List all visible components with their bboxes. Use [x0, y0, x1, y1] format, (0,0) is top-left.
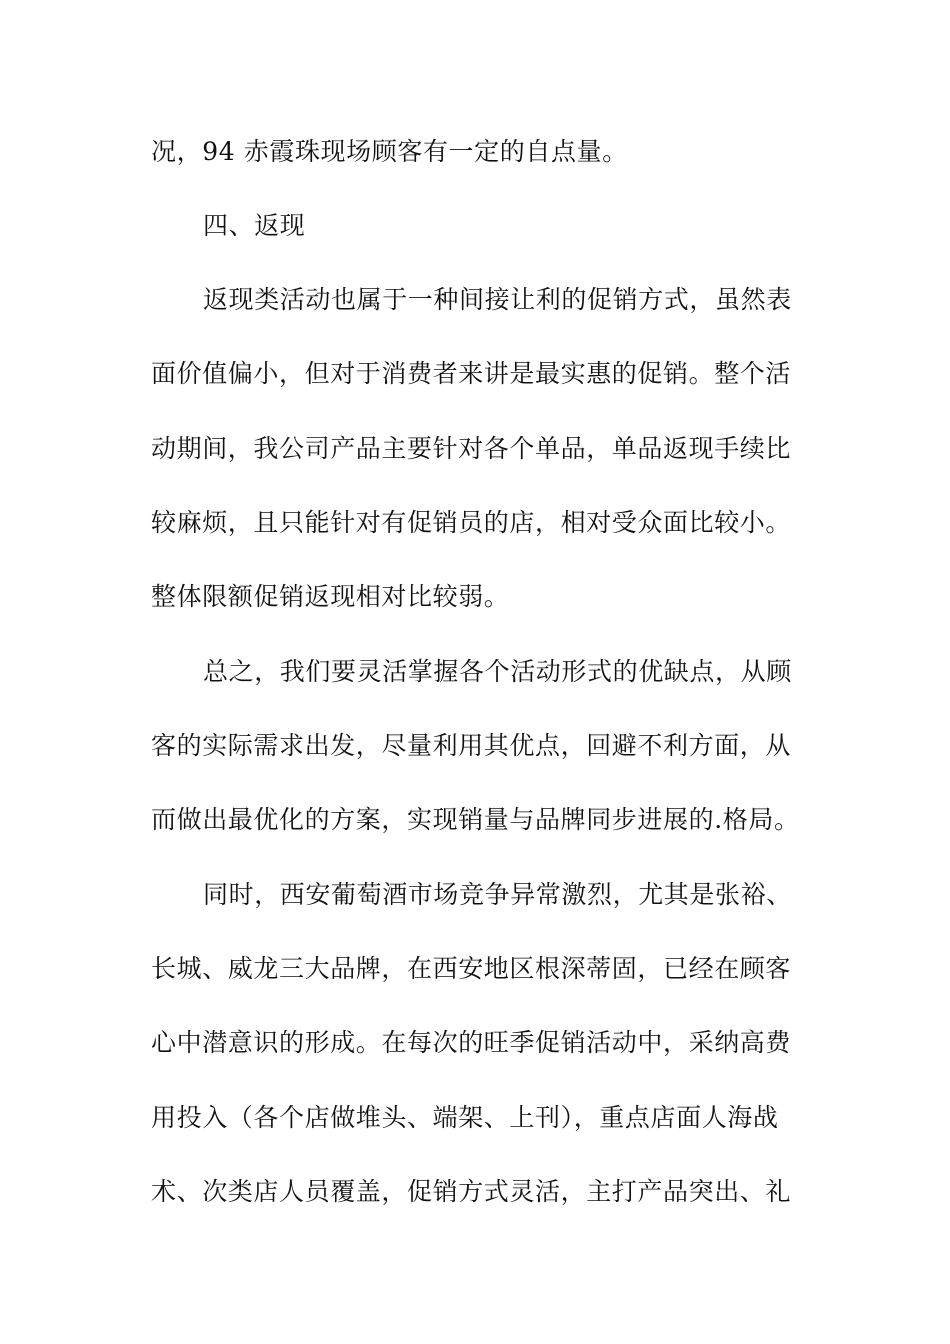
text-line: 长城、威龙三大品牌，在西安地区根深蒂固，已经在顾客: [151, 954, 792, 983]
text-line: 客的实际需求出发，尽量利用其优点，回避不利方面，从: [151, 731, 792, 760]
text-line: 总之，我们要灵活掌握各个活动形式的优缺点，从顾: [203, 657, 792, 686]
text-line: 面价值偏小，但对于消费者来讲是最实惠的促销。整个活: [151, 359, 792, 388]
text-line: 心中潜意识的形成。在每次的旺季促销活动中，采纳高费: [151, 1028, 792, 1057]
text-line: 术、次类店人员覆盖，促销方式灵活，主打产品突出、礼: [151, 1177, 792, 1206]
text-line: 同时，西安葡萄酒市场竞争异常激烈，尤其是张裕、: [203, 880, 792, 909]
section-heading: 四、返现: [203, 211, 306, 240]
text-line: 整体限额促销返现相对比较弱。: [151, 582, 510, 611]
text-line: 动期间，我公司产品主要针对各个单品，单品返现手续比: [151, 434, 792, 463]
text-line: 用投入（各个店做堆头、端架、上刊），重点店面人海战: [151, 1103, 779, 1132]
text-line: 较麻烦，且只能针对有促销员的店，相对受众面比较小。: [151, 508, 792, 537]
text-line: 而做出最优化的方案，实现销量与品牌同步进展的.格局。: [151, 805, 800, 834]
text-line: 返现类活动也属于一种间接让利的促销方式，虽然表: [203, 285, 792, 314]
text-line: 况，94 赤霞珠现场顾客有一定的自点量。: [151, 137, 628, 166]
